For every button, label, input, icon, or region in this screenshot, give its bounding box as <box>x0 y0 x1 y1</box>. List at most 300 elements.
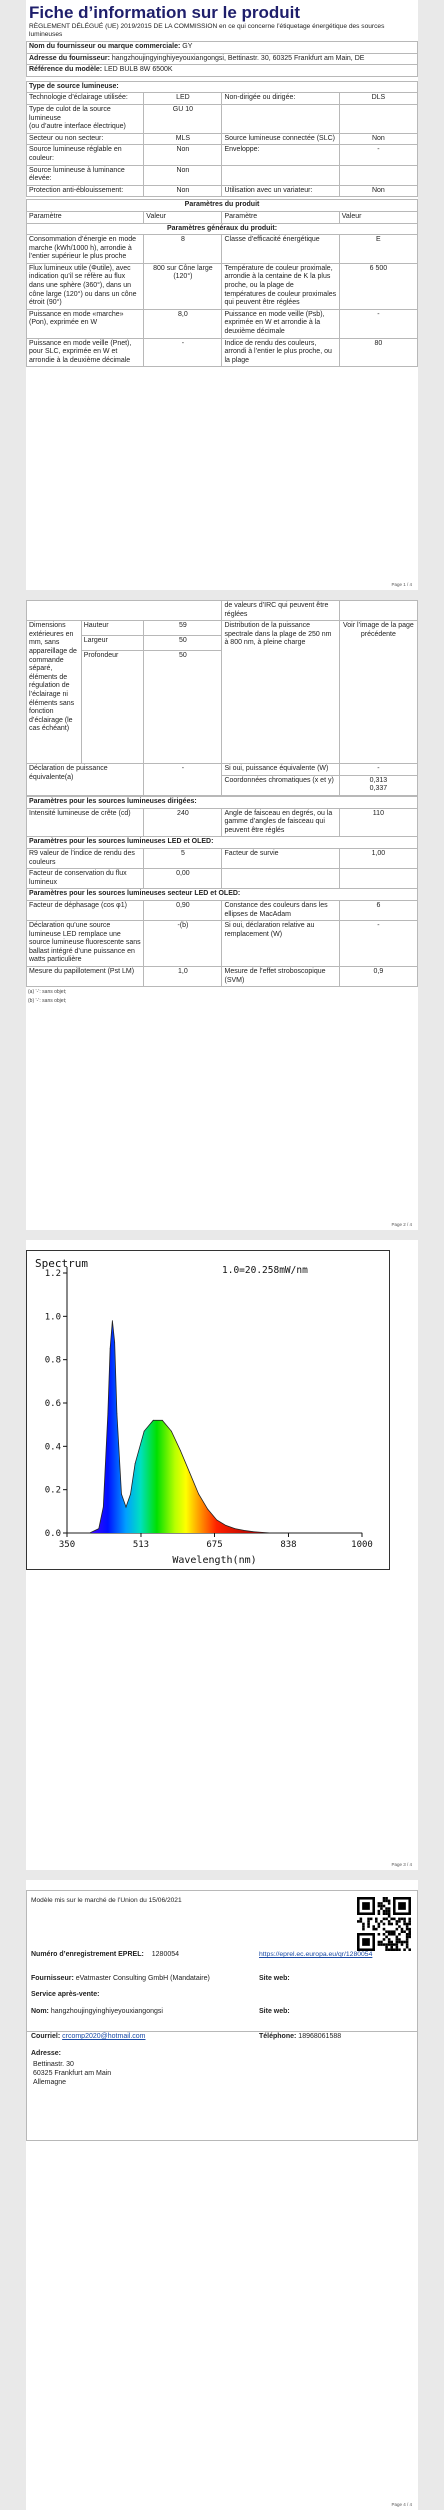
qr-module <box>385 1907 388 1910</box>
qr-module <box>360 1920 363 1923</box>
spectrum-area <box>67 1321 362 1533</box>
type-param-value: LED <box>144 93 222 105</box>
qr-module <box>367 1923 370 1926</box>
qr-module <box>403 1920 406 1923</box>
qr-module <box>378 1905 381 1908</box>
qr-module <box>383 1923 386 1926</box>
qr-module <box>362 1925 365 1928</box>
directional-param-value: 110 <box>339 808 417 837</box>
type-row <box>27 145 418 165</box>
footnote-b: (b) ‘-’: sans objet; <box>28 998 67 1005</box>
mains-row <box>27 967 418 987</box>
general-row <box>27 235 418 264</box>
oled-param-value: 1,00 <box>339 848 417 868</box>
type-param-value: MLS <box>144 133 222 145</box>
qr-module <box>398 1933 401 1936</box>
mains-row <box>27 921 418 967</box>
spectrum-point <box>107 1413 108 1414</box>
phone-row: Téléphone: 18968061588 <box>259 2033 342 2040</box>
qr-module <box>401 1941 404 1944</box>
mains-param-label: Mesure du papillotement (Pst LM) <box>27 967 144 987</box>
qr-module <box>385 1912 388 1915</box>
qr-module <box>370 1918 373 1921</box>
spectrum-point <box>130 1494 131 1495</box>
page-3 <box>26 1240 418 1870</box>
x-tick-label: 513 <box>132 1540 150 1550</box>
general-param-value: - <box>144 338 222 367</box>
spectrum-point <box>112 1320 113 1321</box>
spectrum-point <box>162 1420 163 1421</box>
qr-module <box>378 1902 381 1905</box>
qr-module <box>406 1946 409 1949</box>
contact-block <box>26 2030 418 2141</box>
qr-module <box>408 1920 411 1923</box>
type-param-label: Protection anti-éblouissement: <box>27 185 144 197</box>
qr-module <box>406 1933 409 1936</box>
qr-module <box>390 1918 393 1921</box>
qr-module <box>383 1900 386 1903</box>
qr-module <box>388 1930 391 1933</box>
mains-param-value: 0,90 <box>144 900 222 920</box>
qr-module <box>383 1918 386 1921</box>
spectrum-point <box>180 1450 181 1451</box>
qr-module <box>367 1925 370 1928</box>
qr-module <box>383 1943 386 1946</box>
qr-module <box>388 1920 391 1923</box>
qr-module <box>396 1923 399 1926</box>
y-tick-label: 0.2 <box>44 1485 61 1496</box>
chart-title: Spectrum <box>35 1257 88 1270</box>
spectrum-point <box>253 1531 254 1532</box>
qr-module <box>408 1928 411 1931</box>
spectrum-point <box>103 1507 104 1508</box>
qr-module <box>385 1946 388 1949</box>
qr-code-icon[interactable] <box>357 1897 411 1951</box>
spectrum-point <box>244 1530 245 1531</box>
qr-module <box>393 1930 396 1933</box>
directional-param-label: Intensité lumineuse de crête (cd) <box>27 808 144 837</box>
spectrum-point <box>225 1525 226 1526</box>
page-2 <box>26 600 418 1230</box>
dim-height-label: Hauteur <box>81 621 144 636</box>
equiv-power-label: Si oui, puissance équivalente (W) <box>222 764 339 776</box>
spectrum-point <box>198 1494 199 1495</box>
mains-param-value: 6 <box>339 900 417 920</box>
directional-param-value: 240 <box>144 808 222 837</box>
spectrum-point <box>67 1533 68 1534</box>
general-param-value: E <box>339 235 417 264</box>
qr-module <box>383 1938 386 1941</box>
qr-module <box>406 1925 409 1928</box>
spectrum-point <box>189 1472 190 1473</box>
qr-module <box>408 1933 411 1936</box>
general-param-label: Consommation d’énergie en mode marche (kWh/1000 h), arrondie à l’entier supérieur le plus proche <box>27 235 144 264</box>
service-name-row: Nom: hangzhoujingyinghiyeyouxiangongsi <box>31 2008 163 2015</box>
spectrum-point <box>216 1520 217 1521</box>
dim-width-label: Largeur <box>81 636 144 651</box>
qr-module <box>408 1930 411 1933</box>
qr-module <box>408 1936 411 1939</box>
qr-module <box>383 1897 386 1900</box>
supplier-address-row: Adresse du fournisseur: hangzhoujingyinghiyeyouxiangongsi, Bettinastr. 30, 60325 Frankfurt am Main, DE <box>27 53 418 65</box>
qr-module <box>385 1930 388 1933</box>
qr-module <box>388 1915 391 1918</box>
qr-module <box>367 1920 370 1923</box>
general-param-value: 8,0 <box>144 309 222 338</box>
type-row <box>27 185 418 197</box>
service-heading: Service après-vente: <box>31 1991 100 1998</box>
qr-module <box>388 1910 391 1913</box>
equiv-label: Déclaration de puissance équivalente(a) <box>27 764 144 796</box>
type-param-value: DLS <box>339 93 417 105</box>
mains-param-value: -(b) <box>144 921 222 967</box>
oled-param-label <box>222 869 339 889</box>
equiv-power-value: - <box>339 764 417 776</box>
oled-row <box>27 869 418 889</box>
spectrum-point <box>171 1431 172 1432</box>
directional-heading: Paramètres pour les sources lumineuses dirigées: <box>27 796 418 808</box>
y-tick-label: 0.0 <box>44 1529 61 1539</box>
qr-module <box>401 1943 404 1946</box>
qr-module <box>360 1918 363 1921</box>
page-number: Page 2 / 4 <box>391 1222 412 1227</box>
params-table <box>26 199 418 367</box>
qr-module <box>385 1936 388 1939</box>
page-number: Page 4 / 4 <box>391 2502 412 2507</box>
qr-module <box>403 1918 406 1921</box>
type-param-label: Technologie d’éclairage utilisée: <box>27 93 144 105</box>
mains-param-label: Déclaration qu’une source lumineuse LED remplace une source lumineuse fluorescente sans ballast intégré d’une puissance en watts particulière <box>27 921 144 967</box>
spectrum-point <box>114 1342 115 1343</box>
qr-module <box>378 1941 381 1944</box>
qr-module <box>406 1923 409 1926</box>
qr-module <box>396 1936 399 1939</box>
y-tick-label: 1.2 <box>44 1269 61 1279</box>
qr-module <box>385 1918 388 1921</box>
qr-module <box>388 1941 391 1944</box>
email-row: Courriel: crcomp2020@hotmail.com <box>31 2033 146 2040</box>
dim-depth-value: 50 <box>144 651 222 764</box>
qr-module <box>406 1936 409 1939</box>
qr-module <box>398 1938 401 1941</box>
qr-module <box>398 1918 401 1921</box>
qr-module <box>378 1923 381 1926</box>
general-param-label: Température de couleur proximale, arrondie à la centaine de K la plus proche, ou la plage de températures de couleur proximales qui peuvent être réglées <box>222 263 339 309</box>
spectrum-point <box>153 1420 154 1421</box>
qr-module <box>390 1923 393 1926</box>
qr-module <box>375 1928 378 1931</box>
oled-param-value: 0,00 <box>144 869 222 889</box>
type-row <box>27 165 418 185</box>
column-header: Valeur <box>339 211 417 223</box>
spectrum-point <box>117 1413 118 1414</box>
general-row <box>27 338 418 367</box>
type-param-label: Source lumineuse connectée (SLC) <box>222 133 339 145</box>
general-heading: Paramètres généraux du produit: <box>27 223 418 235</box>
general-param-label: Puissance en mode veille (Pnet), pour SLC, exprimée en W et arrondie à la deuxième décimale <box>27 338 144 367</box>
mains-param-label: Facteur de déphasage (cos φ1) <box>27 900 144 920</box>
type-param-value: Non <box>339 133 417 145</box>
qr-module <box>378 1912 381 1915</box>
type-param-label <box>222 165 339 185</box>
column-header: Valeur <box>144 211 222 223</box>
spectrum-point <box>235 1528 236 1529</box>
mains-param-label: Mesure de l’effet stroboscopique (SVM) <box>222 967 339 987</box>
eprel-row: Numéro d’enregistrement EPREL: 1280054 <box>31 1951 180 1958</box>
qr-module <box>362 1902 370 1910</box>
params-table-cont2 <box>26 796 418 987</box>
supplier-table <box>26 41 418 77</box>
spectrum-point <box>89 1533 90 1534</box>
qr-module <box>375 1920 378 1923</box>
eprel-link[interactable]: https://eprel.ec.europa.eu/qr/1280054 <box>259 1951 373 1958</box>
oled-param-label: Facteur de conservation du flux lumineux <box>27 869 144 889</box>
spectrum-point <box>207 1509 208 1510</box>
qr-module <box>390 1946 393 1949</box>
type-param-value <box>339 165 417 185</box>
qr-module <box>380 1902 383 1905</box>
qr-module <box>388 1938 391 1941</box>
led-oled-heading: Paramètres pour les sources lumineuses LED et OLED: <box>27 837 418 849</box>
cri-continued: de valeurs d’IRC qui peuvent être réglées <box>222 601 339 621</box>
qr-module <box>383 1933 386 1936</box>
qr-module <box>378 1943 381 1946</box>
qr-module <box>383 1928 386 1931</box>
directional-param-label: Angle de faisceau en degrés, ou la gamme d’angles de faisceau qui peuvent être réglés <box>222 808 339 837</box>
qr-module <box>403 1930 406 1933</box>
qr-module <box>385 1943 388 1946</box>
qr-module <box>393 1933 396 1936</box>
general-param-label: Flux lumineux utile (Φutile), avec indication qu’il se réfère au flux dans une sphère (360°), dans un cône large (120°) ou dans un cône étroit (90°) <box>27 263 144 309</box>
qr-module <box>388 1933 391 1936</box>
qr-module <box>396 1946 399 1949</box>
qr-module <box>372 1928 375 1931</box>
qr-module <box>388 1900 391 1903</box>
qr-module <box>408 1918 411 1921</box>
x-tick-label: 675 <box>206 1540 223 1550</box>
qr-module <box>372 1925 375 1928</box>
qr-module <box>385 1897 388 1900</box>
mains-row <box>27 900 418 920</box>
y-tick-label: 1.0 <box>44 1312 61 1323</box>
general-row <box>27 263 418 309</box>
page-title: Fiche d’information sur le produit <box>29 3 301 22</box>
type-param-label <box>222 104 339 133</box>
page-number: Page 1 / 4 <box>391 582 412 587</box>
qr-module <box>403 1923 406 1926</box>
mains-param-value: 1,0 <box>144 967 222 987</box>
qr-module <box>378 1910 381 1913</box>
type-param-label: Source lumineuse réglable en couleur: <box>27 145 144 165</box>
qr-module <box>362 1928 365 1931</box>
scale-annotation: 1.0=20.258mW/nm <box>222 1265 308 1276</box>
y-tick-label: 0.6 <box>44 1399 61 1409</box>
page-4 <box>26 1880 418 2510</box>
qr-module <box>408 1923 411 1926</box>
qr-module <box>380 1907 383 1910</box>
qr-module <box>385 1910 388 1913</box>
spectrum-point <box>262 1532 263 1533</box>
qr-module <box>380 1920 383 1923</box>
type-param-label: Utilisation avec un variateur: <box>222 185 339 197</box>
qr-module <box>388 1902 391 1905</box>
spectral-value: Voir l’image de la page précédente <box>339 621 417 764</box>
qr-module <box>388 1923 391 1926</box>
footnote-a: (a) ‘-’: sans objet; <box>28 989 67 996</box>
qr-module <box>367 1918 370 1921</box>
oled-param-label: R9 valeur de l’indice de rendu des couleurs <box>27 848 144 868</box>
type-param-label: Enveloppe: <box>222 145 339 165</box>
spectrum-point <box>144 1431 145 1432</box>
regulation-text: RÈGLEMENT DÉLÉGUÉ (UE) 2019/2015 DE LA COMMISSION en ce qui concerne l’étiquetage énergétique des sources lumineuses <box>29 23 385 38</box>
x-axis-label: Wavelength(nm) <box>172 1555 257 1566</box>
spectrum-svg <box>27 1251 389 1569</box>
type-param-value: - <box>339 145 417 165</box>
oled-row <box>27 848 418 868</box>
spectrum-point <box>110 1348 111 1349</box>
qr-module <box>406 1943 409 1946</box>
spectrum-point <box>362 1533 363 1534</box>
page-1 <box>26 0 418 590</box>
mains-param-label: Si oui, déclaration relative au remplacement (W) <box>222 921 339 967</box>
address-label: Adresse: <box>31 2050 61 2057</box>
qr-module <box>380 1941 383 1944</box>
type-param-label: Non-dirigée ou dirigée: <box>222 93 339 105</box>
email-link[interactable]: crcomp2020@hotmail.com <box>62 2033 146 2040</box>
model-row: Référence du modèle: LED BULB 8W 6500K <box>27 65 418 77</box>
type-param-value: Non <box>144 185 222 197</box>
mains-param-label: Constance des couleurs dans les ellipses de MacAdam <box>222 900 339 920</box>
x-tick-label: 1000 <box>351 1540 373 1550</box>
general-param-value: 80 <box>339 338 417 367</box>
spectrum-point <box>135 1463 136 1464</box>
chroma-label: Coordonnées chromatiques (x et y) <box>222 775 339 795</box>
qr-module <box>390 1941 393 1944</box>
equiv-value: - <box>144 764 222 796</box>
qr-module <box>406 1938 409 1941</box>
type-table <box>26 81 418 198</box>
type-param-value: GU 10 <box>144 104 222 133</box>
qr-module <box>401 1930 404 1933</box>
general-param-value: 800 sur Cône large (120°) <box>144 263 222 309</box>
qr-module <box>401 1918 404 1921</box>
market-date: Modèle mis sur le marché de l’Union du 15/06/2021 <box>31 1897 182 1904</box>
qr-module <box>383 1905 386 1908</box>
qr-module <box>393 1943 396 1946</box>
qr-module <box>398 1941 401 1944</box>
mains-param-value: 0,9 <box>339 967 417 987</box>
qr-module <box>362 1923 365 1926</box>
qr-module <box>403 1941 406 1944</box>
qr-module <box>396 1920 399 1923</box>
type-param-value: Non <box>144 165 222 185</box>
website-label: Site web: <box>259 1975 290 1982</box>
x-tick-label: 350 <box>58 1540 76 1550</box>
type-param-value: Non <box>339 185 417 197</box>
params-heading: Paramètres du produit <box>27 200 418 212</box>
qr-module <box>393 1918 396 1921</box>
general-param-value: - <box>339 309 417 338</box>
page-number: Page 3 / 4 <box>391 1862 412 1867</box>
chroma-value: 0,313 0,337 <box>339 775 417 795</box>
qr-module <box>362 1938 370 1946</box>
qr-module <box>380 1943 383 1946</box>
qr-module <box>375 1918 378 1921</box>
general-param-label: Puissance en mode «marche» (Pon), exprimée en W <box>27 309 144 338</box>
qr-module <box>383 1912 386 1915</box>
mains-param-value: - <box>339 921 417 967</box>
type-heading: Type de source lumineuse: <box>27 81 418 93</box>
supplier-name-row: Nom du fournisseur ou marque commerciale: GY <box>27 42 418 54</box>
qr-module <box>406 1941 409 1944</box>
general-param-label: Indice de rendu des couleurs, arrondi à l’entier le plus proche, ou la plage <box>222 338 339 367</box>
qr-module <box>388 1907 391 1910</box>
qr-module <box>398 1902 406 1910</box>
oled-param-value: 5 <box>144 848 222 868</box>
type-row <box>27 93 418 105</box>
qr-module <box>396 1928 399 1931</box>
qr-module <box>357 1920 360 1923</box>
qr-module <box>388 1912 391 1915</box>
general-param-value: 6 500 <box>339 263 417 309</box>
qr-module <box>401 1928 404 1931</box>
general-param-label: Puissance en mode veille (Psb), exprimée en W et arrondie à la deuxième décimale <box>222 309 339 338</box>
qr-module <box>390 1930 393 1933</box>
qr-module <box>396 1943 399 1946</box>
website2-label: Site web: <box>259 2008 290 2015</box>
y-tick-label: 0.8 <box>44 1355 61 1366</box>
dim-height-value: 59 <box>144 621 222 636</box>
qr-module <box>398 1920 401 1923</box>
y-tick-label: 0.4 <box>44 1442 61 1453</box>
qr-module <box>390 1933 393 1936</box>
qr-module <box>378 1925 381 1928</box>
spectrum-point <box>126 1507 127 1508</box>
x-tick-label: 838 <box>280 1540 297 1550</box>
type-param-value: Non <box>144 145 222 165</box>
spectrum-chart <box>26 1250 390 1570</box>
qr-module <box>383 1910 386 1913</box>
qr-module <box>388 1943 391 1946</box>
spectrum-point <box>271 1533 272 1534</box>
type-param-label: Source lumineuse à luminance élevée: <box>27 165 144 185</box>
type-param-label: Type de culot de la source lumineuse (ou d’autre interface électrique) <box>27 104 144 133</box>
general-param-value: 8 <box>144 235 222 264</box>
mains-heading: Paramètres pour les sources lumineuses secteur LED et OLED: <box>27 889 418 901</box>
address-lines: Bettinastr. 30 60325 Frankfurt am Main Allemagne <box>33 2061 112 2086</box>
qr-module <box>398 1925 401 1928</box>
dim-width-value: 50 <box>144 636 222 651</box>
eprel-block <box>26 1890 418 2032</box>
spectrum-point <box>98 1528 99 1529</box>
dim-depth-label: Profondeur <box>81 651 144 764</box>
qr-module <box>396 1938 399 1941</box>
qr-module <box>390 1943 393 1946</box>
general-row <box>27 309 418 338</box>
column-header: Paramètre <box>27 211 144 223</box>
spectrum-point <box>294 1533 295 1534</box>
spectral-label: Distribution de la puissance spectrale dans la plage de 250 nm à 800 nm, à pleine charge <box>222 621 339 764</box>
type-param-label: Secteur ou non secteur: <box>27 133 144 145</box>
type-param-value <box>339 104 417 133</box>
supplier-row: Fournisseur: eVatmaster Consulting GmbH (Mandataire) <box>31 1975 210 1982</box>
params-table-cont <box>26 600 418 796</box>
oled-param-label: Facteur de survie <box>222 848 339 868</box>
type-row <box>27 133 418 145</box>
qr-module <box>378 1933 381 1936</box>
spectrum-point <box>121 1494 122 1495</box>
qr-module <box>396 1941 399 1944</box>
